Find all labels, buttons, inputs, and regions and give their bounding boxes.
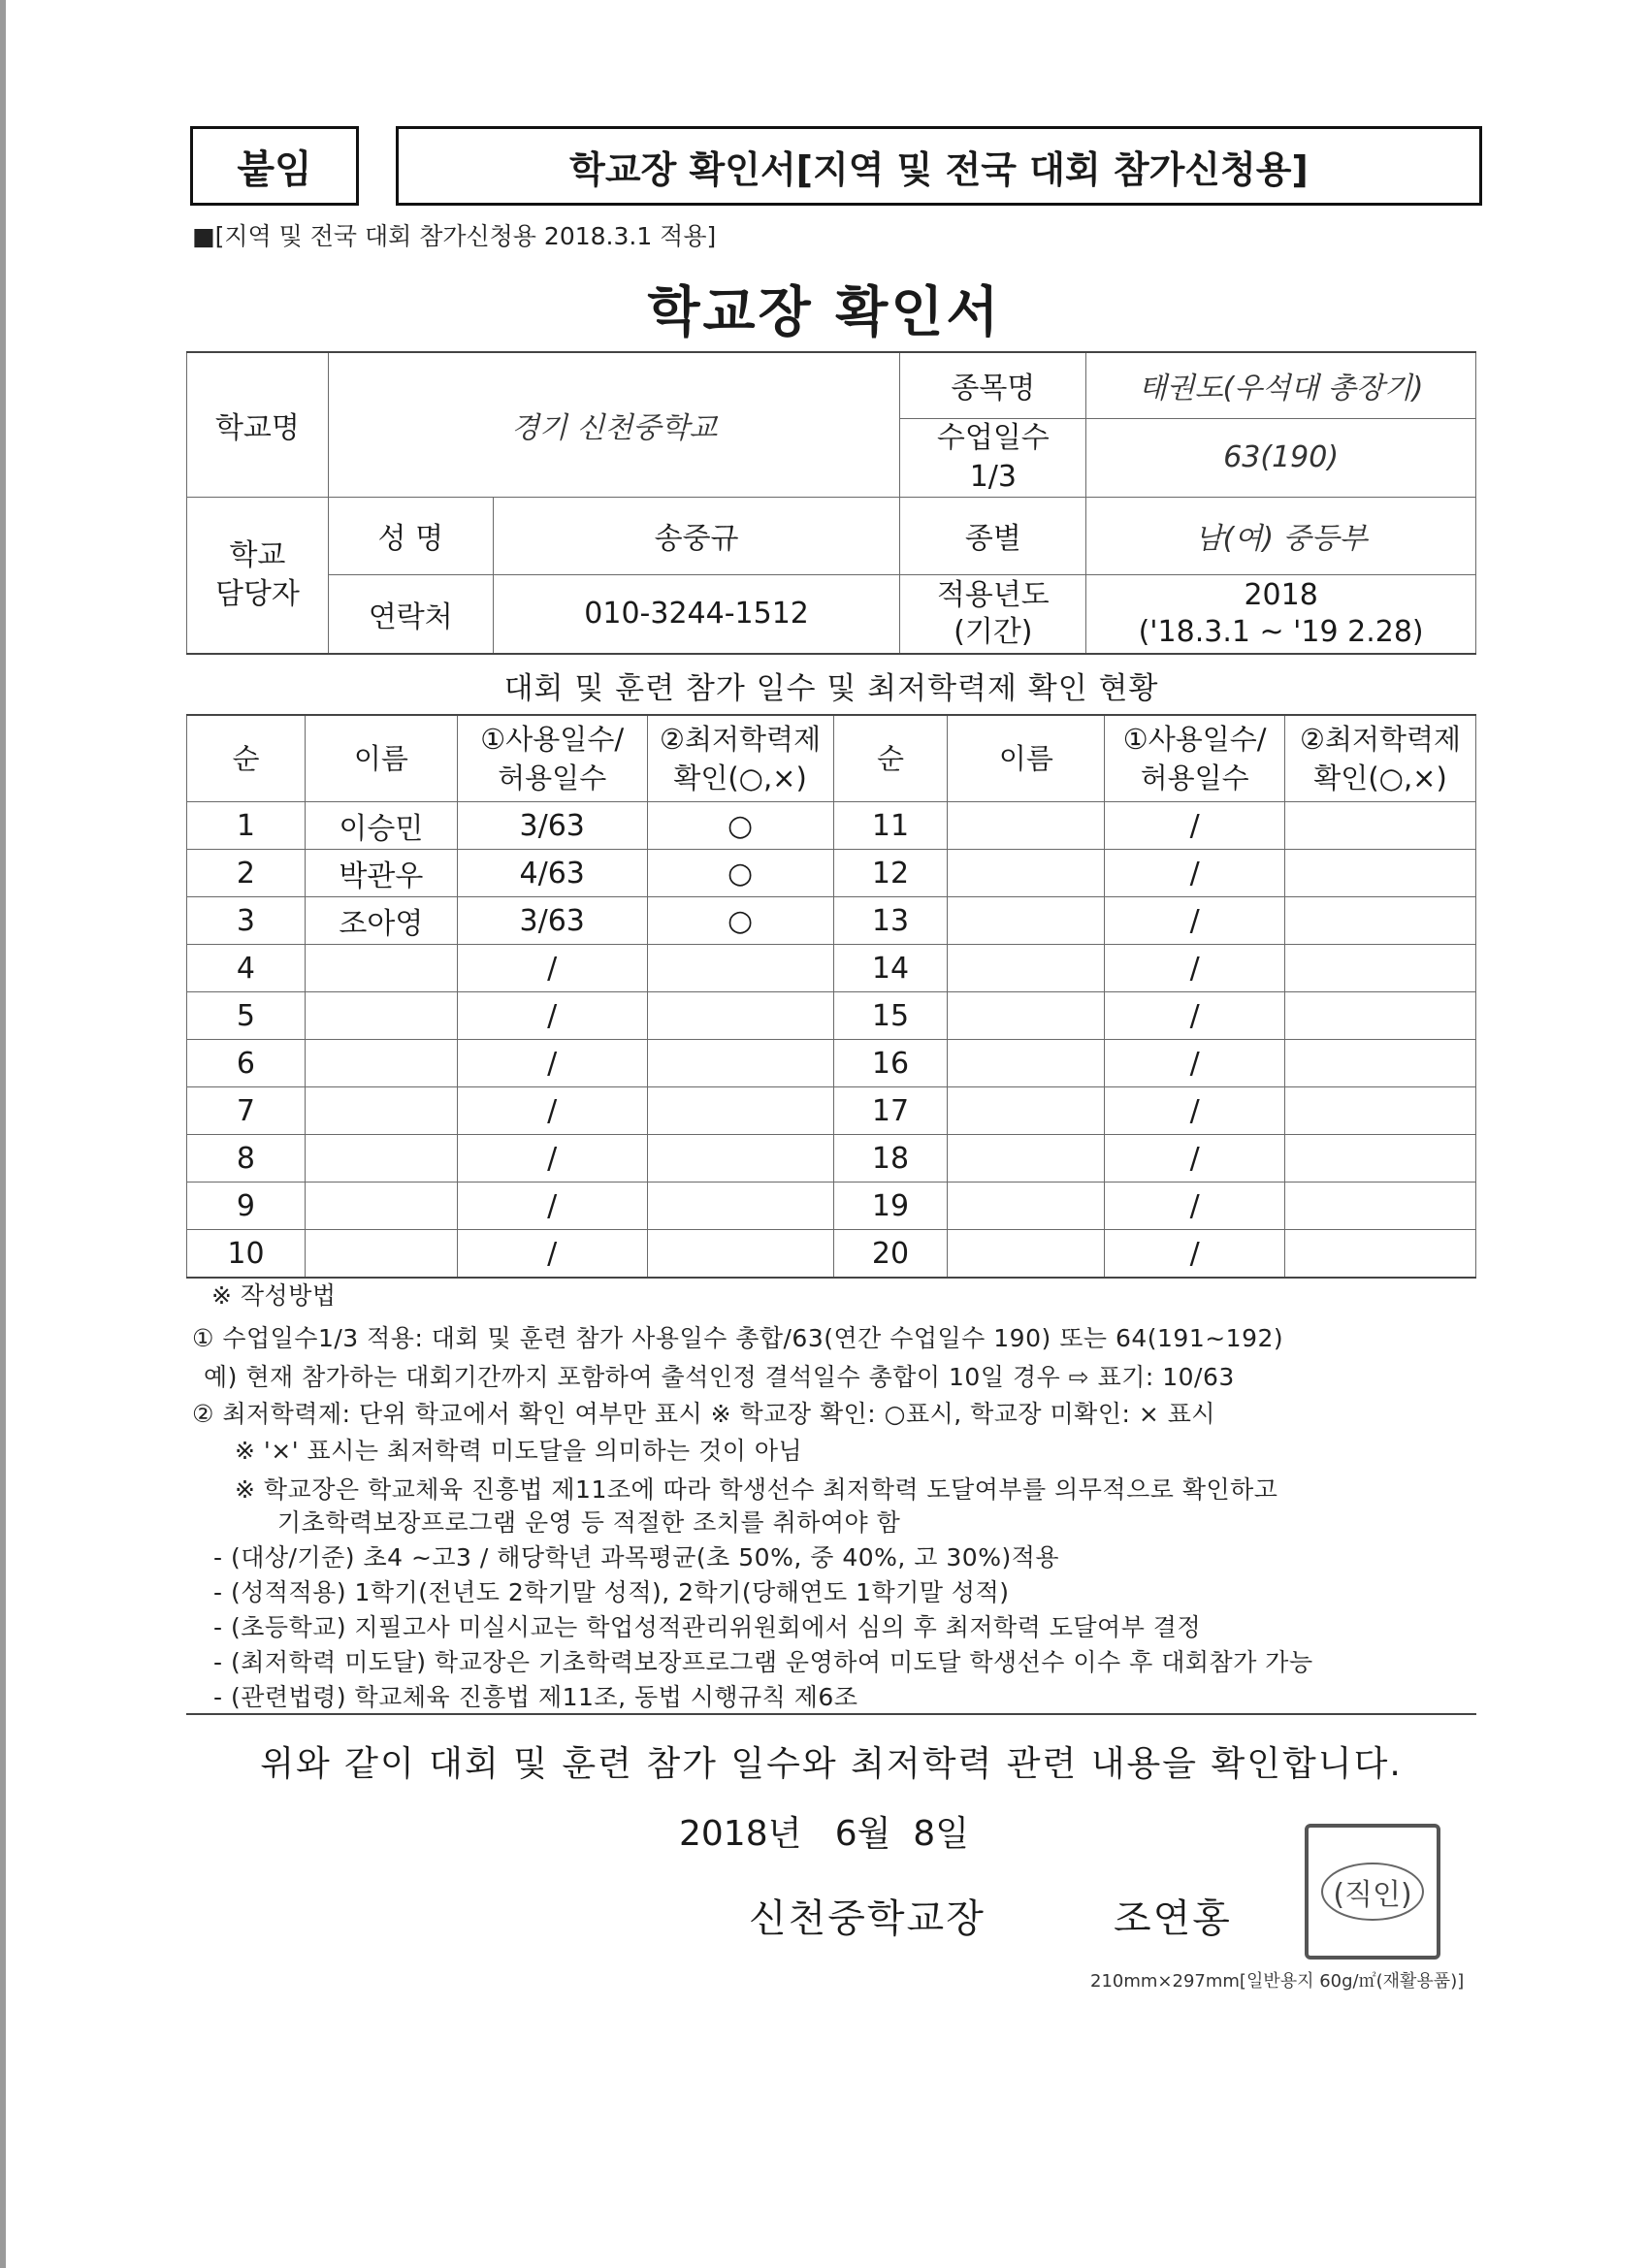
row-check-left: [647, 1040, 833, 1087]
note-line: ※ '×' 표시는 최저학력 미도달을 의미하는 것이 아님: [235, 1437, 803, 1465]
header-days-left: [457, 715, 647, 802]
row-name-left: 조아영: [305, 897, 457, 945]
attendance-body: [187, 802, 1476, 1279]
attachment-tag: 붙임: [190, 126, 359, 206]
row-check-right: [1285, 992, 1476, 1040]
days-label: [900, 418, 1086, 497]
row-check-right: [1285, 802, 1476, 850]
contact-label: 연락처: [328, 574, 493, 654]
header-name-left: 이름: [305, 715, 457, 802]
note-line: ※ 학교장은 학교체육 진흥법 제11조에 따라 학생선수 최저학력 도달여부를 의무적으로 확인하고: [235, 1475, 1278, 1504]
row-no-right: 12: [833, 850, 948, 897]
manager-label: [187, 497, 329, 654]
row-name-left: [305, 1183, 457, 1230]
row-days-left: /: [457, 1087, 647, 1135]
row-name-right: [948, 945, 1105, 992]
row-name-right: [948, 1040, 1105, 1087]
event-value: 태권도(우석대 총장기): [1086, 352, 1476, 418]
row-check-right: [1285, 945, 1476, 992]
note-line: ② 최저학력제: 단위 학교에서 확인 여부만 표시 ※ 학교장 확인: ○표시, 학교장 미확인: × 표시: [192, 1400, 1216, 1428]
gender-label: 종별: [900, 497, 1086, 574]
header-check-right: [1285, 715, 1476, 802]
row-check-left: ○: [647, 802, 833, 850]
row-name-right: [948, 850, 1105, 897]
name-label: 성 명: [328, 497, 493, 574]
row-no-left: 9: [187, 1183, 306, 1230]
row-days-right: /: [1105, 850, 1285, 897]
row-check-right: [1285, 1087, 1476, 1135]
row-check-left: [647, 1183, 833, 1230]
note-line: 기초학력보장프로그램 운영 등 적절한 조치를 취하여야 함: [277, 1508, 901, 1537]
attendance-row: [187, 992, 1476, 1040]
row-days-left: 3/63: [457, 802, 647, 850]
row-check-right: [1285, 1135, 1476, 1183]
header-days-right: [1105, 715, 1285, 802]
header-check-right-line2: 확인(○,×): [1313, 761, 1447, 794]
row-days-left: /: [457, 1040, 647, 1087]
row-no-left: 10: [187, 1230, 306, 1279]
notes-divider: [186, 1713, 1476, 1715]
row-check-right: [1285, 1040, 1476, 1087]
days-value: 63(190): [1086, 418, 1476, 497]
confirmation-text: 위와 같이 대회 및 훈련 참가 일수와 최저학력 관련 내용을 확인합니다.: [260, 1744, 1403, 1784]
attendance-row: [187, 802, 1476, 850]
row-name-right: [948, 1183, 1105, 1230]
year-value-line1: 2018: [1244, 577, 1318, 612]
info-table: [186, 351, 1476, 655]
row-check-left: ○: [647, 850, 833, 897]
attendance-row: [187, 897, 1476, 945]
row-days-left: /: [457, 1183, 647, 1230]
contact-value: 010-3244-1512: [493, 574, 900, 654]
row-name-left: [305, 1230, 457, 1279]
header-check-right-line1: ②최저학력제: [1300, 723, 1462, 756]
row-days-right: /: [1105, 1087, 1285, 1135]
header-name-right: 이름: [948, 715, 1105, 802]
row-name-left: 박관우: [305, 850, 457, 897]
seal-label: (직인): [1321, 1863, 1423, 1921]
note-line: - (최저학력 미도달) 학교장은 기초학력보장프로그램 운영하여 미도달 학생선수 이수 후 대회참가 가능: [213, 1648, 1313, 1676]
days-label-line2: 1/3: [969, 459, 1017, 494]
school-label: 학교명: [187, 352, 329, 497]
row-no-right: 15: [833, 992, 948, 1040]
header-title: 학교장 확인서[지역 및 전국 대회 참가신청용]: [396, 126, 1482, 206]
row-days-left: 4/63: [457, 850, 647, 897]
row-name-right: [948, 1135, 1105, 1183]
row-name-left: [305, 1087, 457, 1135]
manager-label-line1: 학교: [229, 537, 286, 572]
year-label-line2: (기간): [954, 614, 1033, 649]
attendance-header-row: [187, 715, 1476, 802]
note-line: 예) 현재 참가하는 대회기간까지 포함하여 출석인정 결석일수 총합이 10일 경우 ⇨ 표기: 10/63: [204, 1363, 1235, 1391]
row-days-right: /: [1105, 1183, 1285, 1230]
row-no-right: 13: [833, 897, 948, 945]
paper-spec: 210mm×297mm[일반용지 60g/㎡(재활용품)]: [1090, 1971, 1465, 1992]
row-name-left: [305, 1135, 457, 1183]
header-days-left-line2: 허용일수: [498, 761, 607, 794]
row-no-right: 18: [833, 1135, 948, 1183]
row-check-right: [1285, 1183, 1476, 1230]
row-no-left: 5: [187, 992, 306, 1040]
row-check-right: [1285, 850, 1476, 897]
row-name-left: [305, 1040, 457, 1087]
row-check-left: [647, 1135, 833, 1183]
row-days-right: /: [1105, 1135, 1285, 1183]
issue-date: 2018년 6월 8일: [679, 1814, 969, 1854]
row-days-left: /: [457, 992, 647, 1040]
row-check-right: [1285, 1230, 1476, 1279]
header-no-right: 순: [833, 715, 948, 802]
header-days-right-line2: 허용일수: [1140, 761, 1249, 794]
header-days-left-line1: ①사용일수/: [480, 723, 625, 756]
row-check-left: [647, 945, 833, 992]
principal-name: 조연홍: [1114, 1896, 1232, 1941]
attendance-row: [187, 1040, 1476, 1087]
row-no-right: 20: [833, 1230, 948, 1279]
row-name-right: [948, 992, 1105, 1040]
row-name-left: [305, 945, 457, 992]
manager-label-line2: 담당자: [214, 576, 300, 611]
row-name-right: [948, 897, 1105, 945]
document-title: 학교장 확인서: [647, 281, 1002, 344]
note-line: ① 수업일수1/3 적용: 대회 및 훈련 참가 사용일수 총합/63(연간 수업일수 190) 또는 64(191~192): [192, 1324, 1284, 1352]
row-days-left: /: [457, 1230, 647, 1279]
row-days-right: /: [1105, 1040, 1285, 1087]
row-check-left: ○: [647, 897, 833, 945]
note-line: - (성적적용) 1학기(전년도 2학기말 성적), 2학기(당해연도 1학기말 성적): [213, 1578, 1010, 1606]
attendance-row: [187, 1087, 1476, 1135]
header-check-left-line1: ②최저학력제: [660, 723, 822, 756]
row-name-left: [305, 992, 457, 1040]
header-subtitle: ■[지역 및 전국 대회 참가신청용 2018.3.1 적용]: [192, 222, 717, 250]
row-no-left: 3: [187, 897, 306, 945]
note-line: - (초등학교) 지필고사 미실시교는 학업성적관리위원회에서 심의 후 최저학력 도달여부 결정: [213, 1613, 1202, 1641]
row-check-left: [647, 1087, 833, 1135]
row-days-left: /: [457, 945, 647, 992]
year-value: [1086, 574, 1476, 654]
row-name-right: [948, 802, 1105, 850]
gender-value: 남(여) 중등부: [1086, 497, 1476, 574]
school-value: 경기 신천중학교: [328, 352, 900, 497]
row-check-left: [647, 1230, 833, 1279]
row-name-left: 이승민: [305, 802, 457, 850]
row-days-right: /: [1105, 992, 1285, 1040]
row-days-left: 3/63: [457, 897, 647, 945]
event-label: 종목명: [900, 352, 1086, 418]
year-label-line1: 적용년도: [936, 577, 1050, 612]
note-line: - (관련법령) 학교체육 진흥법 제11조, 동법 시행규칙 제6조: [213, 1683, 858, 1711]
table-title: 대회 및 훈련 참가 일수 및 최저학력제 확인 현황: [503, 671, 1159, 706]
row-no-right: 19: [833, 1183, 948, 1230]
header-check-left: [647, 715, 833, 802]
attendance-row: [187, 850, 1476, 897]
row-no-left: 7: [187, 1087, 306, 1135]
row-days-left: /: [457, 1135, 647, 1183]
attendance-row: [187, 1183, 1476, 1230]
row-days-right: /: [1105, 945, 1285, 992]
name-value: 송중규: [493, 497, 900, 574]
header-check-left-line2: 확인(○,×): [673, 761, 807, 794]
attendance-row: [187, 1230, 1476, 1279]
row-name-right: [948, 1087, 1105, 1135]
header-no-left: 순: [187, 715, 306, 802]
official-seal: [1305, 1824, 1440, 1960]
row-check-right: [1285, 897, 1476, 945]
row-name-right: [948, 1230, 1105, 1279]
principal-school: 신천중학교장: [749, 1896, 986, 1941]
row-days-right: /: [1105, 897, 1285, 945]
row-no-left: 1: [187, 802, 306, 850]
row-days-right: /: [1105, 802, 1285, 850]
days-label-line1: 수업일수: [936, 420, 1050, 455]
row-days-right: /: [1105, 1230, 1285, 1279]
year-label: [900, 574, 1086, 654]
note-line: - (대상/기준) 초4 ~고3 / 해당학년 과목평균(초 50%, 중 40%, 고 30%)적용: [213, 1543, 1059, 1571]
header-days-right-line1: ①사용일수/: [1122, 723, 1267, 756]
row-no-right: 14: [833, 945, 948, 992]
attendance-row: [187, 945, 1476, 992]
row-no-right: 17: [833, 1087, 948, 1135]
row-no-left: 6: [187, 1040, 306, 1087]
attendance-row: [187, 1135, 1476, 1183]
year-value-line2: ('18.3.1 ~ '19 2.28): [1138, 614, 1424, 649]
row-no-left: 2: [187, 850, 306, 897]
row-no-right: 11: [833, 802, 948, 850]
row-check-left: [647, 992, 833, 1040]
notes-heading: ※ 작성방법: [211, 1281, 337, 1310]
row-no-left: 8: [187, 1135, 306, 1183]
row-no-right: 16: [833, 1040, 948, 1087]
row-no-left: 4: [187, 945, 306, 992]
attendance-table: [186, 714, 1476, 1279]
